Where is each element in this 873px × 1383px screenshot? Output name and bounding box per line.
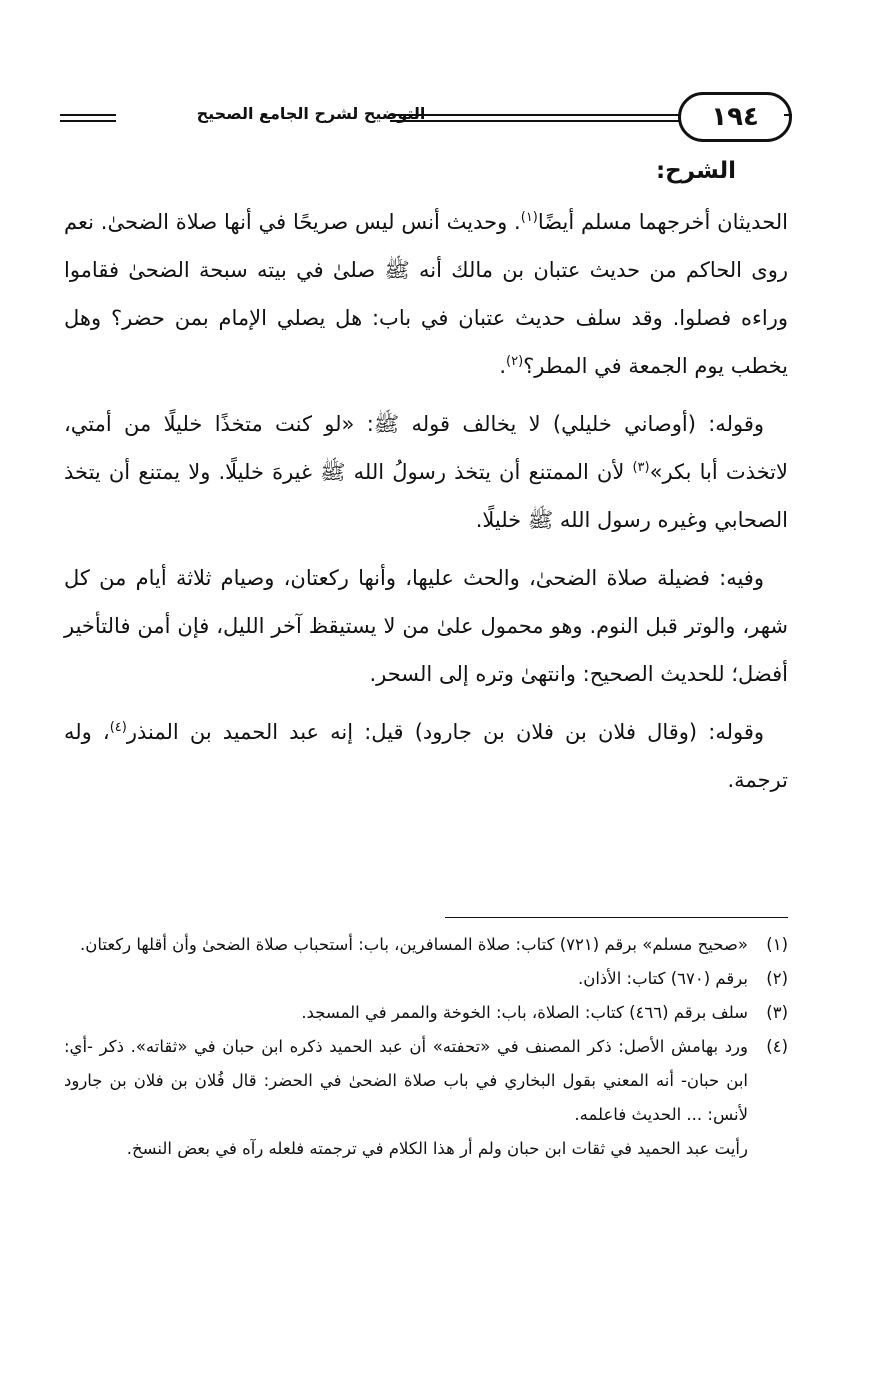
- header-rule-left: [60, 114, 116, 116]
- paragraph: [64, 554, 788, 698]
- footnote-number: (١): [766, 935, 788, 954]
- header-rule-right: [390, 120, 680, 122]
- footnote-text: ورد بهامش الأصل: ذكر المصنف في «تحفته» أن عبد الحميد ذكره ابن حبان في «ثقاته». ذكر -أي: ابن حبان- أنه المعني بقول البخاري في باب صلاة الضحىٰ في الحضر: قال فُلان بن فلان بن جارود لأنس: ... الحديث فاعلمه.: [64, 1037, 748, 1124]
- footnote: [64, 962, 788, 996]
- footnote-text: «صحيح مسلم» برقم (٧٢١) كتاب: صلاة المسافرين، باب: أستحباب صلاة الضحىٰ وأن أقلها ركعتان.: [79, 935, 748, 954]
- footnote-number: (٤): [766, 1037, 788, 1056]
- section-title: الشرح:: [655, 158, 736, 184]
- paragraph-text: لأن الممتنع أن يتخذ رسولُ الله ﷺ غيرهَ خليلًا. ولا يمتنع أن يتخذ الصحابي وغيره رسول الله ﷺ خليلًا.: [64, 460, 788, 532]
- footnote-ref: (١): [520, 210, 538, 225]
- running-title: التوضيح لشرح الجامع الصحيح: [196, 104, 426, 123]
- footnote-text: سلف برقم (٤٦٦) كتاب: الصلاة، باب: الخوخة والممر في المسجد.: [301, 1003, 748, 1022]
- paragraph: [64, 400, 788, 544]
- paragraph-text: ، وله ترجمة.: [64, 720, 788, 792]
- paragraph: [64, 198, 788, 390]
- main-text: [64, 152, 788, 814]
- footnote: [64, 928, 788, 962]
- header-rule-tail: [784, 114, 792, 116]
- paragraph-text: وقوله: (أوصاني خليلي) لا يخالف قوله ﷺ: «لو كنت متخذًا خليلًا من أمتي، لاتخذت أبا بكر»: [64, 412, 788, 484]
- running-header: [60, 92, 790, 142]
- header-rule-left: [60, 120, 116, 122]
- paragraph-text: الحديثان أخرجهما مسلم أيضًا: [537, 210, 788, 234]
- footnotes: [64, 928, 788, 1166]
- footnote: [64, 1030, 788, 1132]
- paragraph: [64, 708, 788, 804]
- page-number: ١٩٤: [678, 92, 792, 142]
- footnote-text: برقم (٦٧٠) كتاب: الأذان.: [577, 969, 748, 988]
- footnote-number: (٢): [766, 969, 788, 988]
- footnote-ref: (٢): [506, 354, 524, 369]
- paragraph-text: .: [499, 354, 507, 378]
- footnote: [64, 996, 788, 1030]
- footnote-continuation: رأيت عبد الحميد في ثقات ابن حبان ولم أر هذا الكلام في ترجمته فلعله رآه في بعض النسخ.: [126, 1139, 748, 1158]
- footnote-ref: (٤): [109, 720, 127, 735]
- footnote-number: (٣): [766, 1003, 788, 1022]
- paragraph-text: وقوله: (وقال فلان بن فلان بن جارود) قيل: إنه عبد الحميد بن المنذر: [126, 720, 764, 744]
- footnote-separator: [445, 917, 788, 918]
- paragraph-text: . وحديث أنس ليس صريحًا في أنها صلاة الضحىٰ. نعم روى الحاكم من حديث عتبان بن مالك أنه ﷺ صلىٰ في بيته سبحة الضحىٰ فقاموا وراءه فصلوا. وقد سلف حديث عتبان في باب: هل يصلي الإمام بمن حضر؟ وهل يخطب يوم الجمعة في المطر؟: [64, 210, 788, 378]
- paragraph-text: وفيه: فضيلة صلاة الضحىٰ، والحث عليها، وأنها ركعتان، وصيام ثلاثة أيام من كل شهر، والوتر قبل النوم. وهو محمول علىٰ من لا يستيقظ آخر الليل، فإن أمن فالتأخير أفضل؛ للحديث الصحيح: وانتهىٰ وتره إلى السحر.: [64, 566, 788, 686]
- header-rule-right: [390, 114, 680, 116]
- footnote-ref: (٣): [632, 460, 650, 475]
